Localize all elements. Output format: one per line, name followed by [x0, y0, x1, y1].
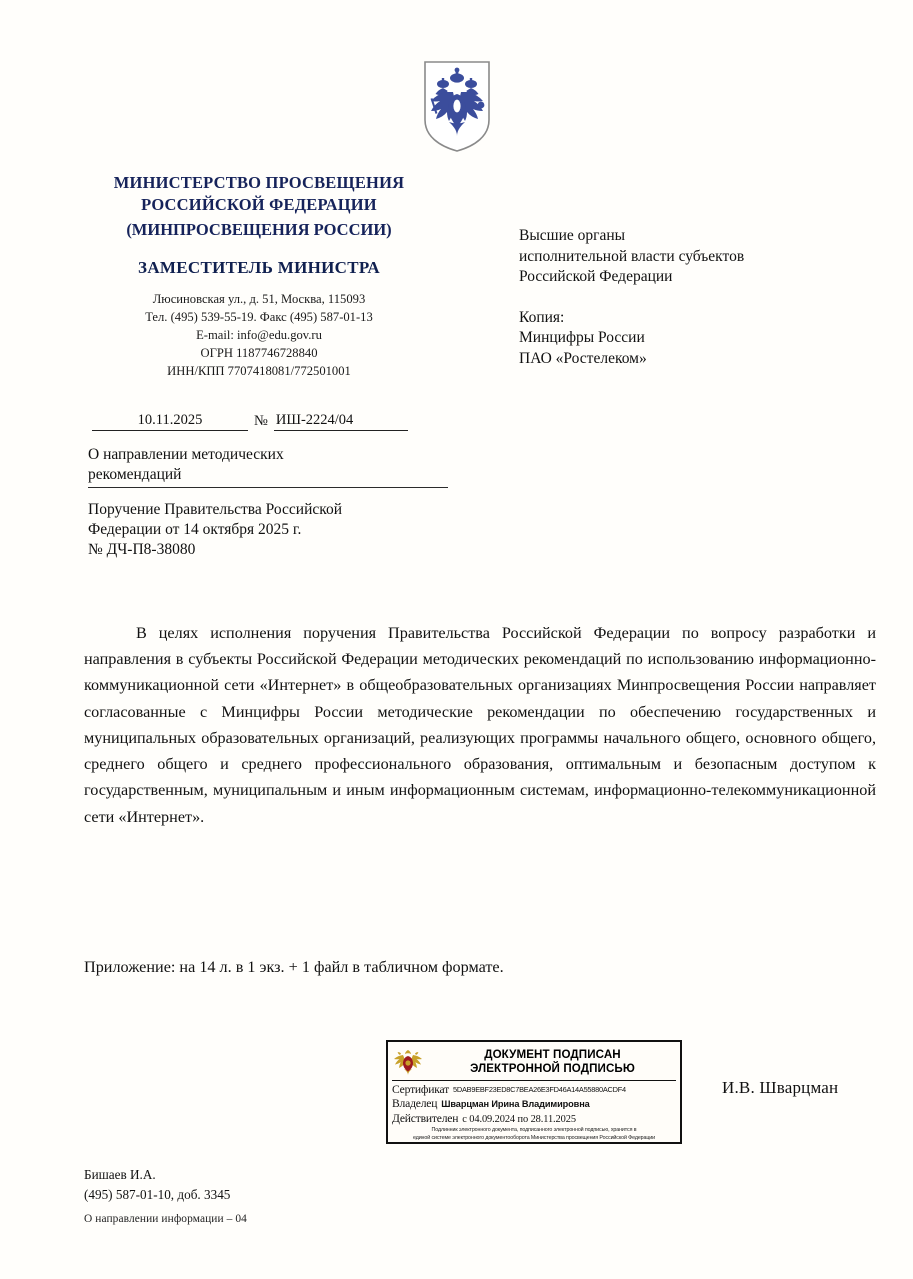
- inn-kpp-number: ИНН/КПП 7707418081/772501001: [167, 363, 351, 378]
- stamp-disclaimer: [392, 1127, 676, 1141]
- stamp-owner-label: Владелец: [392, 1097, 438, 1111]
- stamp-certificate-value: 5DAB9EBF23ED8C7BEA26E3FD46A14A55880ACDF4: [453, 1085, 626, 1094]
- stamp-owner-value: Шварцман Ирина Владимировна: [441, 1099, 590, 1110]
- postal-address: Люсиновская ул., д. 51, Москва, 115093: [152, 292, 366, 307]
- body-paragraph: В целях исполнения поручения Правительства Российской Федерации по вопросу разработки и направления в субъекты Российской Федерации методических рекомендаций по использованию информационно-коммуникационной сети «Интернет» в общеобразовательных организациях Минпросвещения России направляет согласованные с Минцифры России методические рекомендации по обеспечению государственных и муниципальных образовательных организаций, реализующих программы начального общего, основного общего, среднего общего и среднего профессионального образования, оптимальным и безопасным доступом к государственным, муниципальным и иным информационным системам, информационно-телекоммуникационной сети «Интернет».: [84, 624, 876, 826]
- stamp-eagle-icon: [392, 1047, 424, 1077]
- stamp-validity-row: [392, 1112, 676, 1126]
- stamp-divider: [392, 1080, 676, 1081]
- stamp-validity-label: Действителен: [392, 1111, 459, 1125]
- subject-line-1: О направлении методических: [88, 446, 284, 463]
- stamp-title-line-2: ЭЛЕКТРОННОЙ ПОДПИСЬЮ: [470, 1062, 635, 1075]
- russian-coat-of-arms-icon: [419, 58, 495, 154]
- registration-date: 10.11.2025: [92, 412, 248, 431]
- registration-row: [92, 412, 422, 431]
- stamp-validity-value: с 04.09.2024 по 28.11.2025: [462, 1113, 576, 1125]
- attachment-line: Приложение: на 14 л. в 1 экз. + 1 файл в табличном формате.: [84, 958, 504, 976]
- copy-recipient-2: ПАО «Ростелеком»: [519, 350, 647, 368]
- subject-block: [88, 445, 448, 488]
- copy-label: Копия:: [519, 308, 565, 326]
- stamp-certificate-label: Сертификат: [392, 1083, 450, 1096]
- stamp-certificate-row: [392, 1083, 676, 1097]
- executor-phone: (495) 587-01-10, доб. 3345: [84, 1186, 231, 1202]
- electronic-signature-stamp: [386, 1040, 682, 1144]
- reference-block: [88, 500, 468, 560]
- emblem-container: [0, 58, 913, 154]
- stamp-owner-row: [392, 1097, 676, 1111]
- official-post-title: ЗАМЕСТИТЕЛЬ МИНИСТРА: [138, 258, 380, 278]
- copy-recipient-1: Минцифры России: [519, 329, 645, 347]
- registration-number: ИШ-2224/04: [274, 412, 408, 431]
- letterhead: [84, 172, 434, 381]
- ministry-name-line-1: МИНИСТЕРСТВО ПРОСВЕЩЕНИЯ: [113, 173, 405, 192]
- executor-block: [84, 1165, 230, 1205]
- stamp-disclaimer-line-2: единой системе электронного документооборота Министерства просвещения Российской Федерации: [412, 1134, 656, 1141]
- addressee-line-1: Высшие органы: [519, 227, 626, 244]
- email-address: E-mail: info@edu.gov.ru: [196, 328, 322, 343]
- reference-line-1: Поручение Правительства Российской: [88, 501, 343, 518]
- reference-line-3: № ДЧ-П8-38080: [88, 541, 196, 559]
- stamp-disclaimer-line-1: Подлинник электронного документа, подписанного электронной подписью, хранится в: [431, 1127, 637, 1134]
- addressee-line-3: Российской Федерации: [519, 268, 673, 286]
- reference-line-2: Федерации от 14 октября 2025 г.: [88, 521, 302, 539]
- ogrn-number: ОГРН 1187746728840: [200, 345, 318, 360]
- signer-name: И.В. Шварцман: [722, 1078, 839, 1097]
- stamp-header: [392, 1045, 676, 1079]
- stamp-title-line-1: ДОКУМЕНТ ПОДПИСАН: [484, 1048, 621, 1062]
- stamp-title: [429, 1048, 676, 1076]
- executor-name: Бишаев И.А.: [84, 1167, 156, 1182]
- document-index: О направлении информации – 04: [84, 1213, 247, 1225]
- phone-fax: Тел. (495) 539-55-19. Факс (495) 587-01-13: [145, 310, 373, 325]
- addressee-line-2: исполнительной власти субъектов: [519, 247, 745, 265]
- ministry-name-line-2: РОССИЙСКОЙ ФЕДЕРАЦИИ: [141, 194, 377, 214]
- addressee-block: [519, 226, 879, 370]
- ministry-short-name: (МИНПРОСВЕЩЕНИЯ РОССИИ): [126, 219, 392, 239]
- subject-line-2: рекомендаций: [88, 465, 448, 488]
- contacts-block: [84, 291, 434, 380]
- addressee-spacer: [519, 288, 879, 308]
- number-sign: №: [254, 413, 268, 429]
